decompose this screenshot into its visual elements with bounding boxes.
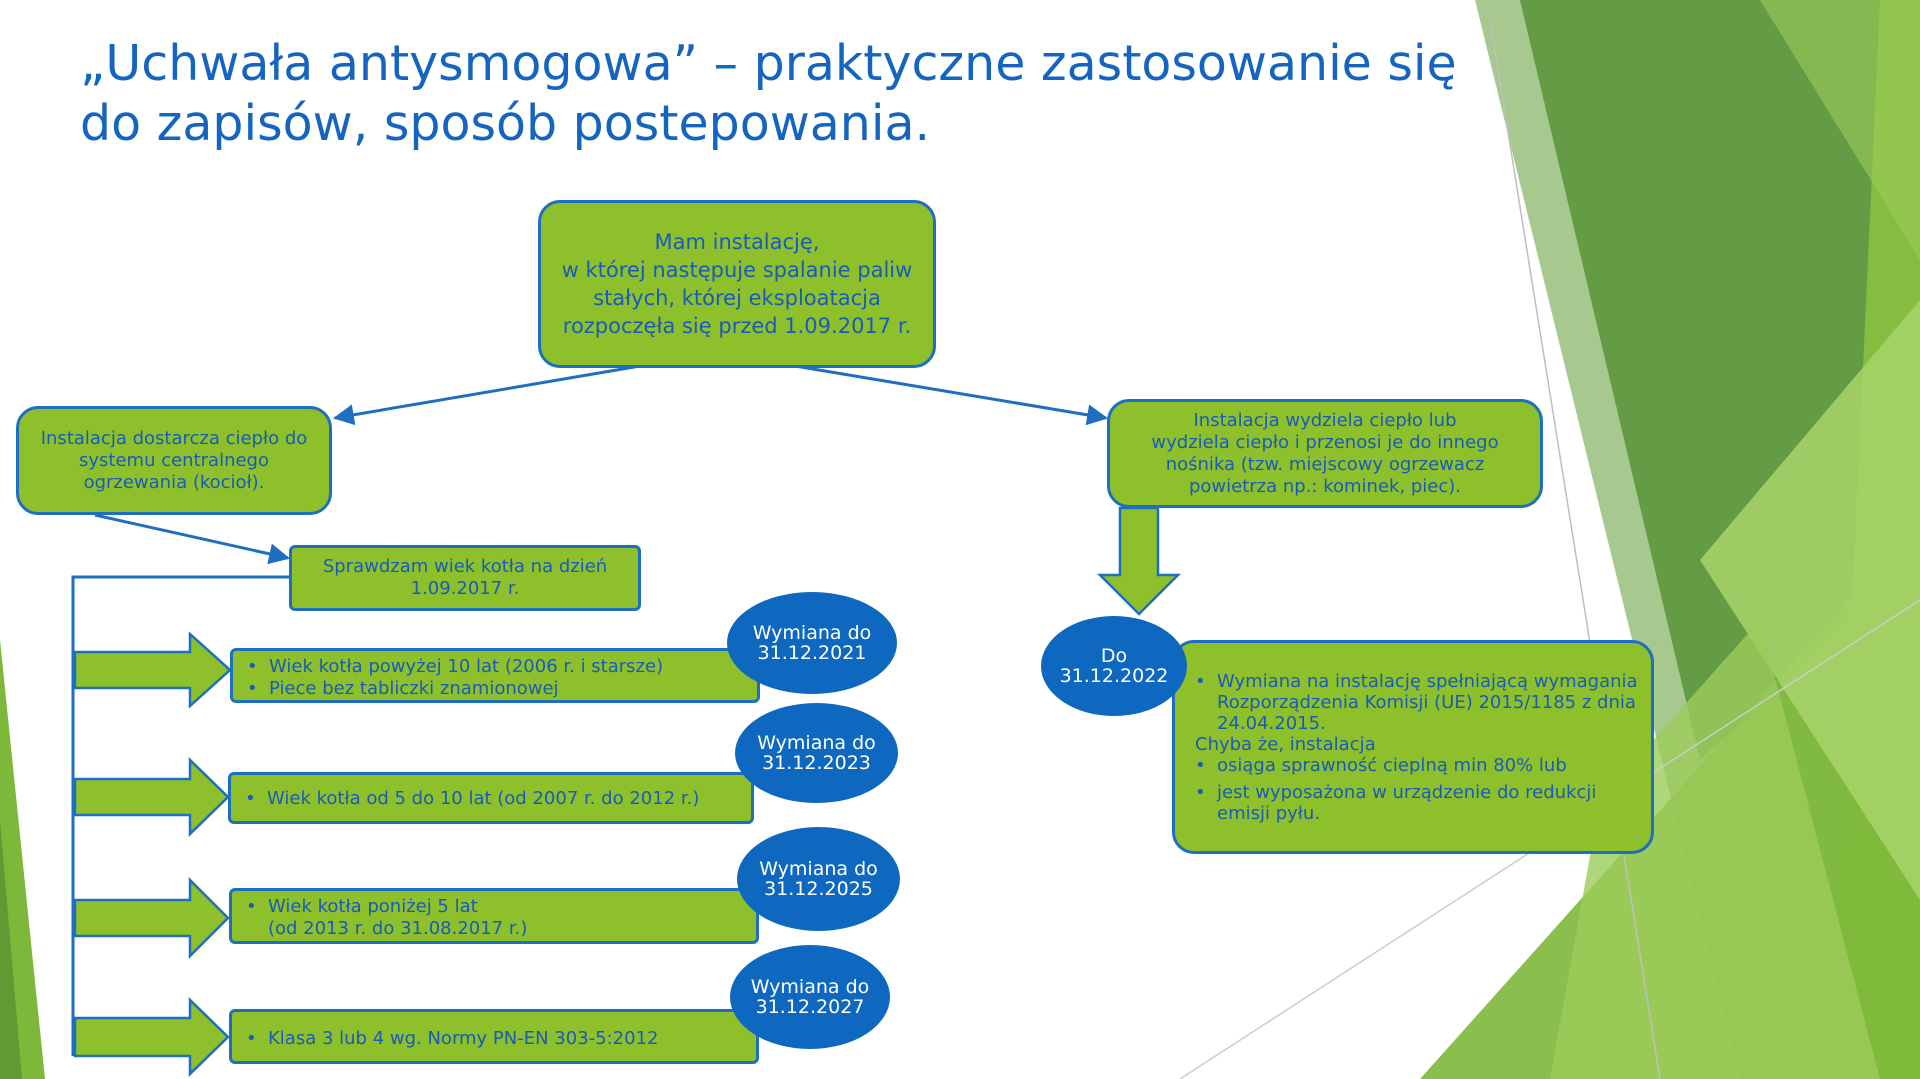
right-box — [1107, 399, 1543, 508]
detail-item: • osiąga sprawność cieplną min 80% lub — [1195, 755, 1567, 776]
left-box-line: Instalacja dostarcza ciepło do — [40, 427, 308, 449]
title-line: „Uchwała antysmogowa” – praktyczne zastosowanie się — [80, 35, 1457, 92]
row-item: • Wiek kotła od 5 do 10 lat (od 2007 r. do 2012 r.) — [245, 788, 700, 809]
down-arrow — [1100, 508, 1178, 614]
row-item: (od 2013 r. do 31.08.2017 r.) — [268, 918, 528, 939]
connector-top-to-left — [335, 366, 640, 418]
row-box-1 — [230, 648, 760, 703]
detail-item: emisji pyłu. — [1217, 803, 1321, 824]
left-box — [16, 406, 332, 515]
deadline-oval-3: Wymiana do 31.12.2025 — [737, 827, 900, 931]
left-box-line: systemu centralnego — [79, 449, 269, 471]
top-box — [538, 200, 936, 368]
row-box-3 — [229, 888, 759, 944]
connector-top-to-right — [795, 366, 1106, 418]
detail-item: 24.04.2015. — [1217, 713, 1326, 734]
right-box-line: powietrza np.: kominek, piec). — [1188, 475, 1462, 497]
row-arrow — [75, 760, 228, 834]
check-box-line: Sprawdzam wiek kotła na dzień — [322, 556, 608, 577]
right-detail-box — [1172, 640, 1654, 854]
detail-item: • Wymiana na instalację spełniającą wymagania — [1195, 671, 1638, 692]
connector-left-to-check — [95, 515, 288, 558]
row-item: • Wiek kotła powyżej 10 lat (2006 r. i starsze) — [247, 656, 664, 677]
row-arrow — [75, 634, 230, 706]
row-box-4 — [229, 1009, 759, 1064]
top-box-line: Mam instalację, — [654, 230, 820, 254]
row-arrow — [75, 1000, 228, 1074]
right-box-line: wydziela ciepło i przenosi je do innego — [1151, 431, 1499, 453]
check-age-box — [289, 545, 641, 611]
top-box-line: stałych, której eksploatacja — [593, 286, 881, 310]
row-box-2 — [228, 772, 754, 824]
title-line: do zapisów, sposób postepowania. — [80, 95, 931, 152]
top-box-line: rozpoczęła się przed 1.09.2017 r. — [562, 314, 912, 338]
deadline-oval-4: Wymiana do 31.12.2027 — [730, 945, 890, 1049]
detail-item: Rozporządzenia Komisji (UE) 2015/1185 z dnia — [1217, 692, 1636, 713]
row-arrow — [75, 880, 228, 956]
row-item: • Wiek kotła poniżej 5 lat — [246, 896, 478, 917]
right-box-line: nośnika (tzw. miejscowy ogrzewacz — [1165, 453, 1485, 475]
left-box-line: ogrzewania (kocioł). — [83, 471, 265, 493]
row-item: • Klasa 3 lub 4 wg. Normy PN-EN 303-5:2012 — [246, 1028, 659, 1049]
deadline-oval-2: Wymiana do 31.12.2023 — [735, 703, 898, 803]
detail-item: • jest wyposażona w urządzenie do redukcji — [1195, 782, 1597, 803]
check-box-line: 1.09.2017 r. — [410, 578, 520, 599]
top-box-line: w której następuje spalanie paliw — [561, 258, 913, 282]
deadline-oval-1: Wymiana do 31.12.2021 — [727, 592, 897, 694]
row-item: • Piece bez tabliczki znamionowej — [247, 678, 559, 699]
right-box-line: Instalacja wydziela ciepło lub — [1193, 409, 1457, 431]
detail-plain: Chyba że, instalacja — [1195, 734, 1376, 755]
deadline-oval-right: Do 31.12.2022 — [1041, 616, 1187, 716]
